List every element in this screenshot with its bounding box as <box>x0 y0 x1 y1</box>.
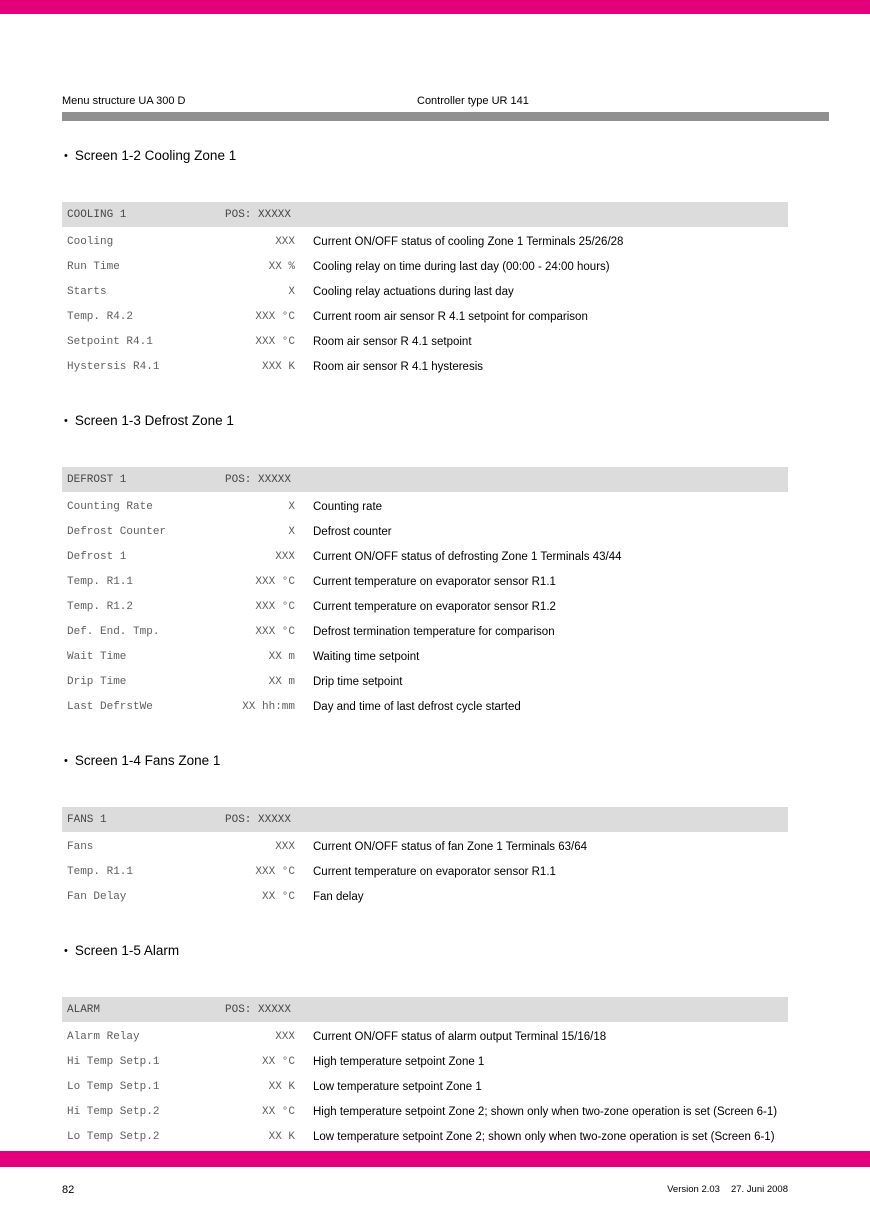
table-row <box>62 859 788 884</box>
row-value: XXX <box>275 840 295 853</box>
screen-table <box>62 467 788 719</box>
content-area <box>62 121 788 1149</box>
row-label: Setpoint R4.1 <box>67 335 153 348</box>
row-value: XX °C <box>261 1055 295 1068</box>
row-label: Hystersis R4.1 <box>67 360 160 373</box>
table-header-row <box>62 997 788 1022</box>
row-label: Fans <box>67 840 94 853</box>
table-row <box>62 834 788 859</box>
row-label: Last DefrstWe <box>67 700 153 713</box>
row-value: XX m <box>268 650 295 663</box>
screen-table <box>62 807 788 909</box>
row-value: X <box>288 285 295 298</box>
table-row <box>62 669 788 694</box>
table-title: ALARM <box>67 1003 101 1016</box>
section-heading <box>62 413 788 429</box>
table-row <box>62 304 788 329</box>
top-accent-bar <box>0 0 870 14</box>
row-label: Cooling <box>67 235 114 248</box>
row-label: Hi Temp Setp.1 <box>67 1055 160 1068</box>
row-description: Current temperature on evaporator sensor R1.2 <box>313 600 556 613</box>
row-description: Day and time of last defrost cycle started <box>313 700 521 713</box>
row-value: XXX °C <box>255 310 295 323</box>
row-value: XX °C <box>261 1105 295 1118</box>
table-row <box>62 694 788 719</box>
row-value: XXX °C <box>255 335 295 348</box>
row-description: Low temperature setpoint Zone 2; shown only when two-zone operation is set (Screen 6-1) <box>313 1130 775 1143</box>
row-description: High temperature setpoint Zone 1 <box>313 1055 485 1068</box>
row-value: XXX K <box>261 360 295 373</box>
row-label: Run Time <box>67 260 120 273</box>
screen-section <box>62 148 788 379</box>
page-number: 82 <box>62 1184 75 1196</box>
row-label: Temp. R1.1 <box>67 575 134 588</box>
row-label: Def. End. Tmp. <box>67 625 160 638</box>
screen-section <box>62 413 788 719</box>
bottom-accent-bar <box>0 1151 870 1167</box>
row-description: Current ON/OFF status of alarm output Terminal 15/16/18 <box>313 1030 607 1043</box>
table-row <box>62 354 788 379</box>
row-description: Defrost counter <box>313 525 392 538</box>
row-value: XX K <box>268 1080 295 1093</box>
row-label: Defrost 1 <box>67 550 127 563</box>
section-heading-text: Screen 1-5 Alarm <box>74 943 180 958</box>
row-description: Current ON/OFF status of cooling Zone 1 Terminals 25/26/28 <box>313 235 624 248</box>
section-heading-text: Screen 1-3 Defrost Zone 1 <box>74 413 234 428</box>
row-label: Wait Time <box>67 650 127 663</box>
table-row <box>62 1124 788 1149</box>
table-row <box>62 619 788 644</box>
row-value: XXX <box>275 235 295 248</box>
version-info <box>667 1183 788 1197</box>
row-label: Temp. R1.1 <box>67 865 134 878</box>
page-footer <box>62 1182 788 1198</box>
table-pos-label: POS: XXXXX <box>225 473 292 486</box>
row-label: Hi Temp Setp.2 <box>67 1105 160 1118</box>
table-row <box>62 594 788 619</box>
table-header-row <box>62 467 788 492</box>
table-header-row <box>62 807 788 832</box>
row-label: Counting Rate <box>67 500 153 513</box>
row-value: XXX °C <box>255 865 295 878</box>
table-row <box>62 544 788 569</box>
row-value: XXX <box>275 1030 295 1043</box>
row-value: XXX <box>275 550 295 563</box>
bullet-icon: • <box>64 945 68 957</box>
row-description: Drip time setpoint <box>313 675 403 688</box>
row-description: Defrost termination temperature for comparison <box>313 625 555 638</box>
row-value: XX hh:mm <box>242 700 295 713</box>
row-label: Lo Temp Setp.2 <box>67 1130 160 1143</box>
row-description: Low temperature setpoint Zone 1 <box>313 1080 482 1093</box>
row-description: Current temperature on evaporator sensor R1.1 <box>313 865 556 878</box>
page-header <box>62 94 788 108</box>
table-row <box>62 519 788 544</box>
row-description: Current ON/OFF status of fan Zone 1 Terminals 63/64 <box>313 840 587 853</box>
row-description: Cooling relay actuations during last day <box>313 285 514 298</box>
bullet-icon: • <box>64 415 68 427</box>
row-description: High temperature setpoint Zone 2; shown only when two-zone operation is set (Screen 6-1) <box>313 1105 778 1118</box>
row-label: Temp. R4.2 <box>67 310 134 323</box>
row-description: Current ON/OFF status of defrosting Zone 1 Terminals 43/44 <box>313 550 622 563</box>
table-title: DEFROST 1 <box>67 473 127 486</box>
table-pos-label: POS: XXXXX <box>225 813 292 826</box>
table-row <box>62 494 788 519</box>
table-rows <box>62 227 788 379</box>
row-description: Counting rate <box>313 500 383 513</box>
table-row <box>62 884 788 909</box>
table-row <box>62 1074 788 1099</box>
table-row <box>62 279 788 304</box>
table-header-row <box>62 202 788 227</box>
section-heading-text: Screen 1-2 Cooling Zone 1 <box>74 148 237 163</box>
row-value: XXX °C <box>255 600 295 613</box>
table-row <box>62 569 788 594</box>
section-heading <box>62 753 788 769</box>
row-label: Alarm Relay <box>67 1030 140 1043</box>
row-value: XXX °C <box>255 575 295 588</box>
table-row <box>62 329 788 354</box>
table-row <box>62 1049 788 1074</box>
table-row <box>62 229 788 254</box>
table-row <box>62 1024 788 1049</box>
row-label: Drip Time <box>67 675 127 688</box>
section-heading <box>62 943 788 959</box>
bullet-icon: • <box>64 150 68 162</box>
table-pos-label: POS: XXXXX <box>225 208 292 221</box>
row-value: XX m <box>268 675 295 688</box>
table-pos-label: POS: XXXXX <box>225 1003 292 1016</box>
row-label: Lo Temp Setp.1 <box>67 1080 160 1093</box>
row-value: X <box>288 500 295 513</box>
row-label: Defrost Counter <box>67 525 167 538</box>
row-label: Fan Delay <box>67 890 127 903</box>
table-title: COOLING 1 <box>67 208 127 221</box>
table-row <box>62 254 788 279</box>
row-value: XXX °C <box>255 625 295 638</box>
row-description: Fan delay <box>313 890 364 903</box>
row-value: XX % <box>268 260 295 273</box>
screen-table <box>62 202 788 379</box>
table-rows <box>62 492 788 719</box>
row-description: Current room air sensor R 4.1 setpoint for comparison <box>313 310 588 323</box>
header-controller-type-label: Controller type UR 141 <box>417 95 529 107</box>
screen-table <box>62 997 788 1149</box>
table-rows <box>62 1022 788 1149</box>
row-description: Current temperature on evaporator sensor R1.1 <box>313 575 556 588</box>
screen-section <box>62 753 788 909</box>
row-value: XX K <box>268 1130 295 1143</box>
table-row <box>62 644 788 669</box>
row-value: XX °C <box>261 890 295 903</box>
section-heading-text: Screen 1-4 Fans Zone 1 <box>74 753 221 768</box>
row-label: Temp. R1.2 <box>67 600 134 613</box>
table-row <box>62 1099 788 1124</box>
row-value: X <box>288 525 295 538</box>
version-date: 27. Juni 2008 <box>730 1184 788 1195</box>
version-label: Version 2.03 <box>667 1184 720 1195</box>
table-rows <box>62 832 788 909</box>
row-description: Room air sensor R 4.1 hysteresis <box>313 360 484 373</box>
row-label: Starts <box>67 285 107 298</box>
row-description: Waiting time setpoint <box>313 650 420 663</box>
header-menu-structure-label: Menu structure UA 300 D <box>62 95 186 107</box>
screen-section <box>62 943 788 1149</box>
header-rule <box>62 112 829 121</box>
bullet-icon: • <box>64 755 68 767</box>
section-heading <box>62 148 788 164</box>
table-title: FANS 1 <box>67 813 107 826</box>
row-description: Cooling relay on time during last day (00:00 - 24:00 hours) <box>313 260 610 273</box>
row-description: Room air sensor R 4.1 setpoint <box>313 335 472 348</box>
